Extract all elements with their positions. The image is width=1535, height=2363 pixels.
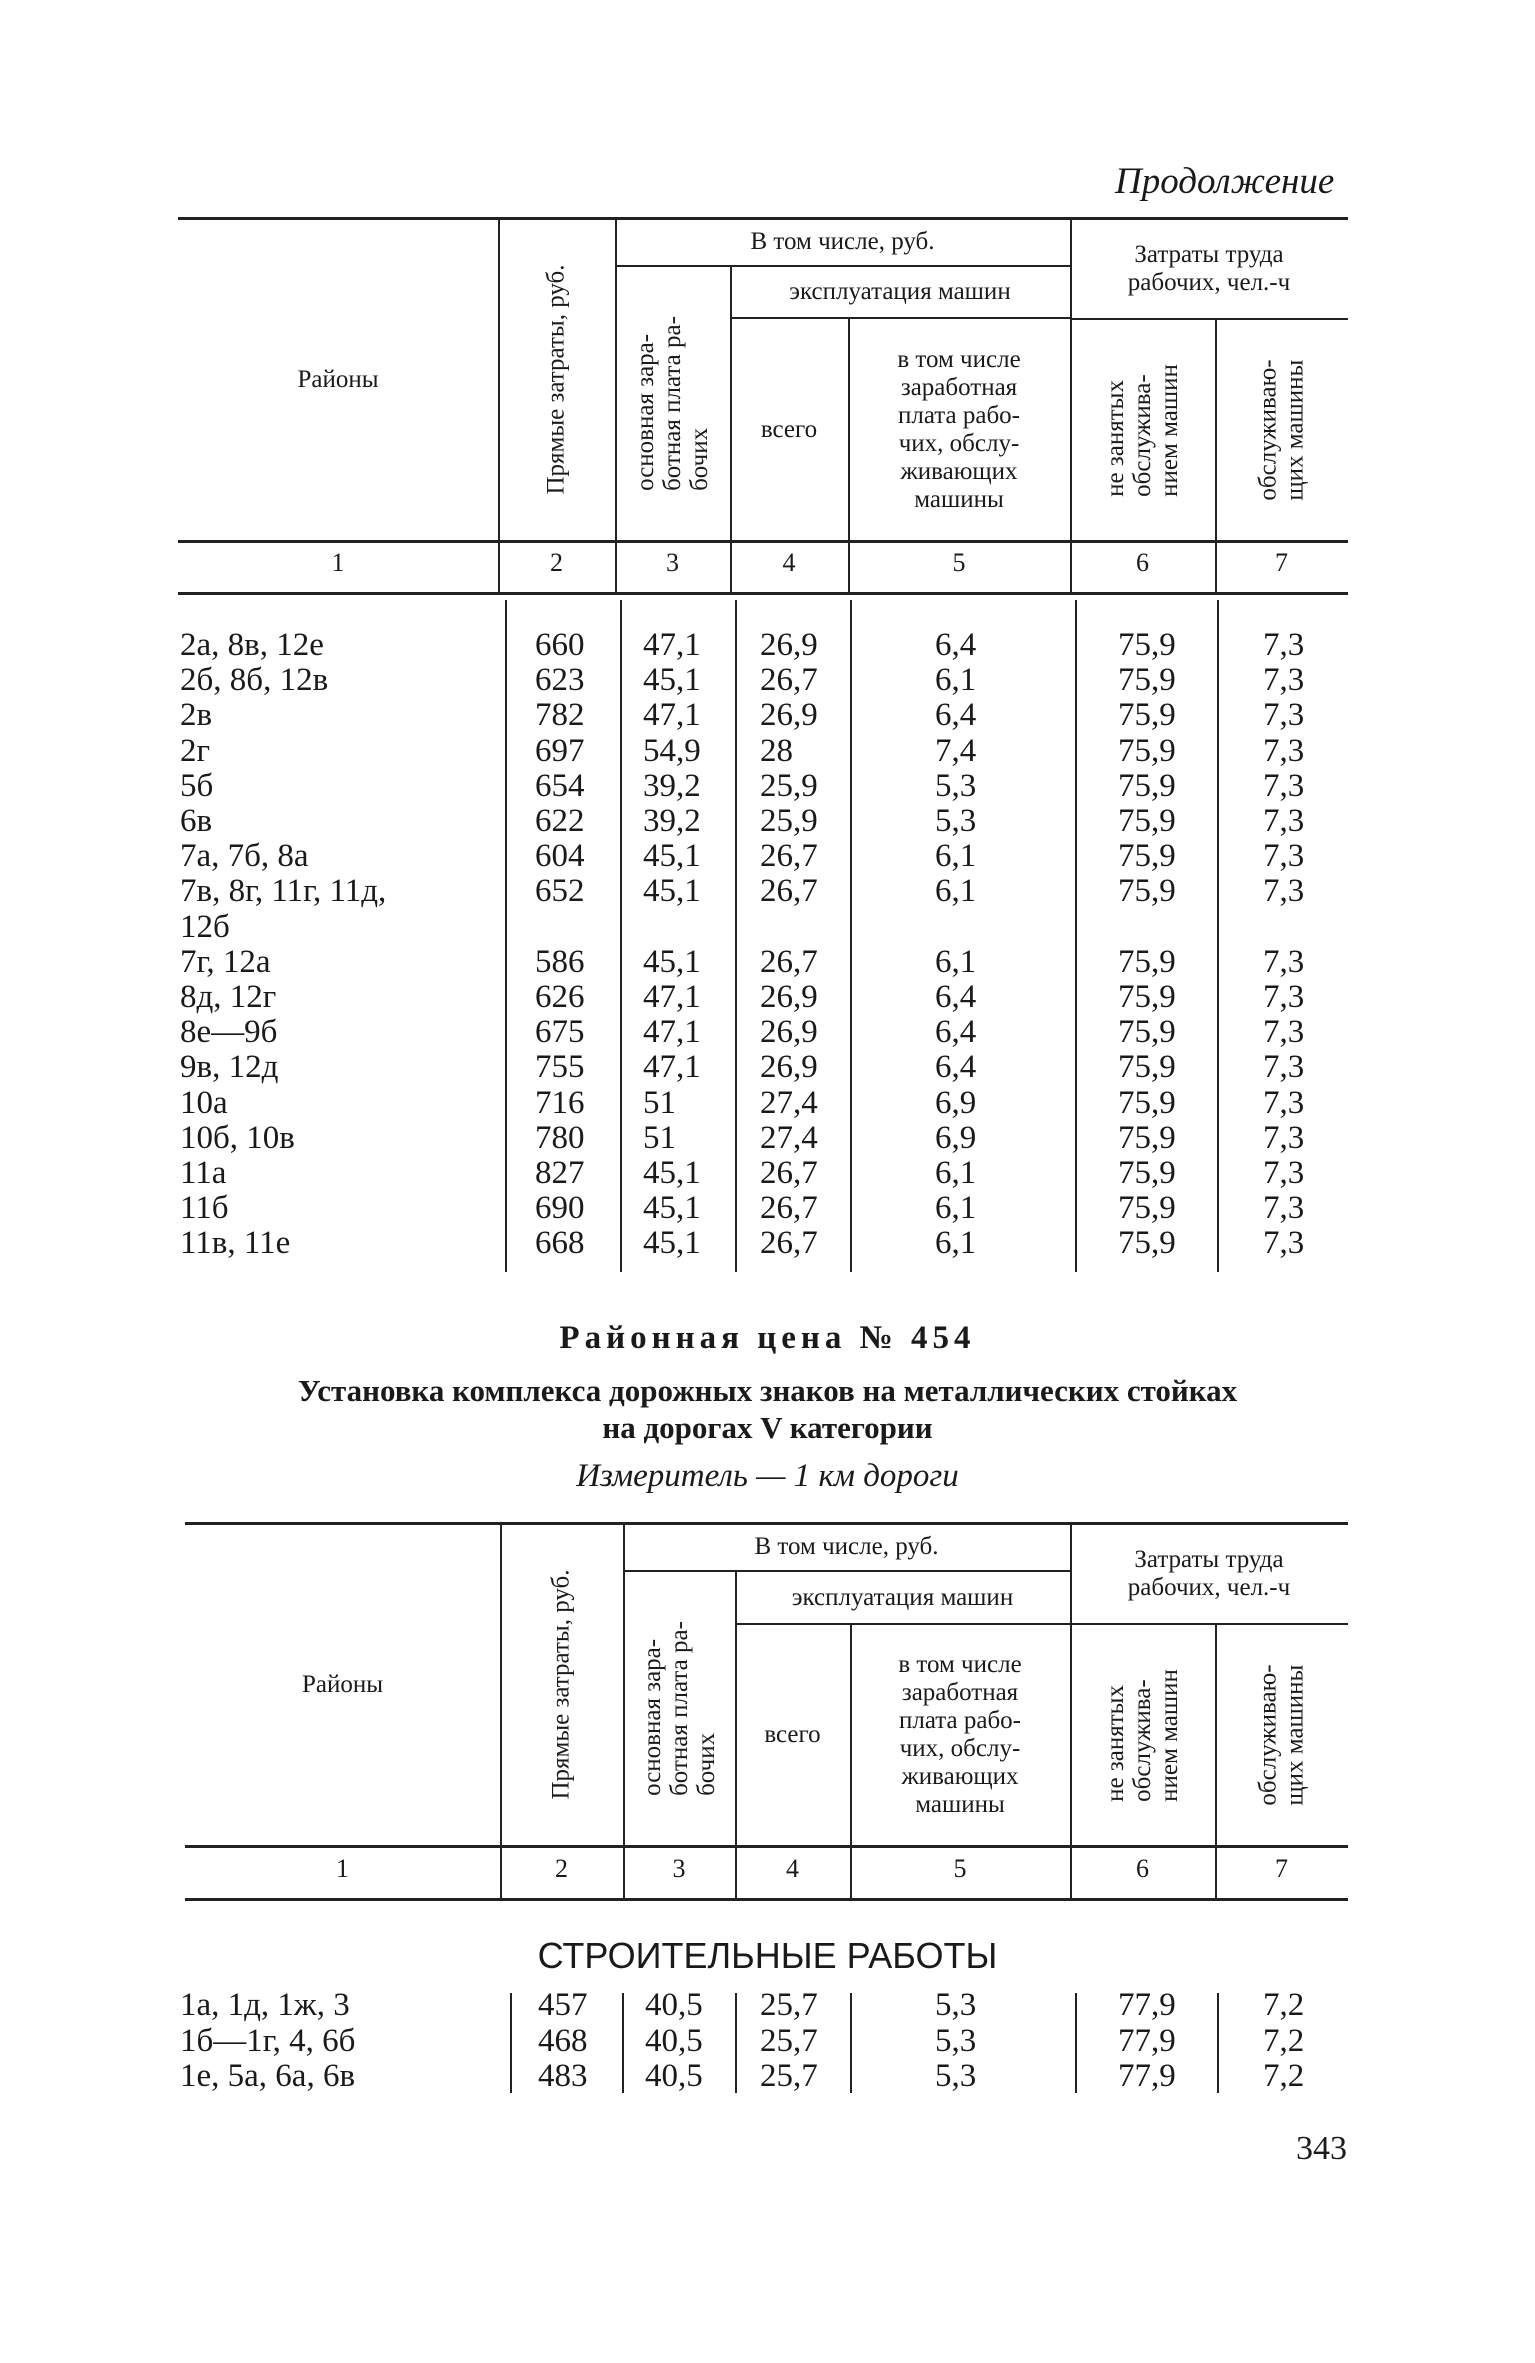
- value-cell: 75,9: [1118, 1225, 1176, 1262]
- district-cell: 5б: [180, 767, 214, 804]
- col2-num-6: 6: [1136, 1854, 1149, 1883]
- value-cell: 27,4: [760, 1084, 818, 1121]
- header2-labor-costs: Затраты труда рабочих, чел.-ч: [1127, 1545, 1291, 1601]
- col2-num-7: 7: [1275, 1854, 1288, 1883]
- col-num-3: 3: [666, 548, 679, 577]
- value-cell: 626: [535, 979, 585, 1015]
- value-cell: 26,7: [760, 873, 818, 910]
- value-cell: 45,1: [643, 838, 701, 875]
- value-cell: 468: [538, 2022, 588, 2059]
- value-cell: 27,4: [760, 1119, 818, 1156]
- value-cell: 6,4: [935, 1049, 977, 1086]
- header2-total: всего: [764, 1721, 821, 1748]
- header2-base-wage: основная зара- ботная плата ра- бочих: [638, 1621, 720, 1796]
- value-cell: 690: [535, 1190, 585, 1227]
- value-cell: 25,7: [760, 2022, 818, 2059]
- value-cell: 77,9: [1118, 1987, 1176, 2023]
- header-base-wage: основная зара- ботная плата ра- бочих: [632, 316, 713, 491]
- district-cell: 7г, 12а: [180, 943, 271, 980]
- value-cell: 54,9: [643, 732, 701, 769]
- price-title: Районная цена № 454: [559, 1320, 976, 1356]
- district-cell: 8д, 12г: [180, 979, 277, 1015]
- value-cell: 26,7: [760, 1190, 818, 1227]
- value-cell: 6,1: [935, 838, 977, 875]
- col-num-1: 1: [331, 548, 345, 577]
- col2-num-3: 3: [672, 1854, 686, 1883]
- value-cell: 26,7: [760, 662, 818, 699]
- value-cell: 604: [535, 838, 585, 875]
- value-cell: 827: [535, 1155, 585, 1191]
- value-cell: 7,2: [1263, 2058, 1305, 2094]
- value-cell: 7,3: [1263, 662, 1305, 699]
- value-cell: 5,3: [935, 2058, 977, 2094]
- value-cell: 755: [535, 1049, 585, 1086]
- district-cell: 10б, 10в: [180, 1119, 295, 1156]
- col-num-6: 6: [1136, 548, 1149, 577]
- value-cell: 25,9: [760, 767, 818, 804]
- value-cell: 7,3: [1263, 697, 1305, 734]
- price-subtitle-2: на дорогах V категории: [602, 1410, 933, 1445]
- col-num-7: 7: [1275, 548, 1288, 577]
- district-cell: 2б, 8б, 12в: [180, 662, 329, 699]
- header-incl-wage: в том числе заработная плата рабо- чих, обслу- живающих машины: [897, 345, 1021, 513]
- value-cell: 25,9: [760, 803, 818, 839]
- header2-not-serving: не занятых обслужива- нием машин: [1102, 1668, 1183, 1802]
- value-cell: 7,3: [1263, 1225, 1305, 1262]
- value-cell: 668: [535, 1225, 585, 1262]
- district-cell: 12б: [180, 908, 230, 945]
- value-cell: 716: [535, 1084, 585, 1121]
- district-cell: 8е—9б: [180, 1014, 278, 1051]
- value-cell: 26,9: [760, 697, 818, 734]
- header2-districts: Районы: [301, 1670, 384, 1698]
- value-cell: 75,9: [1118, 979, 1176, 1015]
- value-cell: 47,1: [643, 697, 701, 734]
- value-cell: 39,2: [643, 803, 701, 839]
- value-cell: 7,3: [1263, 803, 1305, 839]
- value-cell: 780: [535, 1119, 585, 1156]
- value-cell: 7,3: [1263, 1014, 1305, 1051]
- value-cell: 697: [535, 732, 585, 769]
- value-cell: 47,1: [643, 979, 701, 1015]
- value-cell: 5,3: [935, 2022, 977, 2059]
- value-cell: 45,1: [643, 943, 701, 980]
- district-cell: 10а: [180, 1084, 228, 1121]
- value-cell: 7,3: [1263, 1049, 1305, 1086]
- value-cell: 39,2: [643, 767, 701, 804]
- value-cell: 622: [535, 803, 585, 839]
- col2-num-5: 5: [953, 1854, 967, 1883]
- header-incl-rub: В том числе, руб.: [750, 228, 935, 255]
- value-cell: 7,3: [1263, 873, 1305, 910]
- value-cell: 7,3: [1263, 1119, 1305, 1156]
- value-cell: 7,4: [935, 732, 977, 769]
- value-cell: 40,5: [645, 2058, 703, 2094]
- value-cell: 75,9: [1118, 803, 1176, 839]
- value-cell: 77,9: [1118, 2022, 1176, 2059]
- value-cell: 75,9: [1118, 1190, 1176, 1227]
- value-cell: 26,7: [760, 838, 818, 875]
- col2-num-1: 1: [336, 1854, 349, 1883]
- value-cell: 26,9: [760, 979, 818, 1015]
- page-number: 343: [1296, 2130, 1347, 2167]
- value-cell: 26,9: [760, 1049, 818, 1086]
- district-cell: 1е, 5а, 6а, 6в: [180, 2058, 356, 2094]
- value-cell: 28: [760, 732, 793, 769]
- header2-machine-operation: эксплуатация машин: [791, 1583, 1014, 1611]
- col2-num-2: 2: [555, 1854, 568, 1883]
- district-cell: 11а: [180, 1155, 227, 1191]
- district-cell: 9в, 12д: [180, 1049, 279, 1086]
- value-cell: 26,7: [760, 943, 818, 980]
- value-cell: 586: [535, 943, 585, 980]
- value-cell: 51: [643, 1119, 676, 1156]
- value-cell: 7,3: [1263, 732, 1305, 769]
- value-cell: 6,4: [935, 627, 977, 663]
- district-cell: 7а, 7б, 8а: [180, 838, 309, 875]
- value-cell: 457: [538, 1987, 588, 2023]
- value-cell: 51: [643, 1084, 676, 1121]
- value-cell: 6,1: [935, 1155, 977, 1191]
- value-cell: 5,3: [935, 767, 977, 804]
- value-cell: 26,7: [760, 1225, 818, 1262]
- value-cell: 782: [535, 697, 585, 734]
- value-cell: 5,3: [935, 1987, 977, 2023]
- value-cell: 75,9: [1118, 1119, 1176, 1156]
- value-cell: 654: [535, 767, 585, 804]
- value-cell: 6,1: [935, 662, 977, 699]
- value-cell: 75,9: [1118, 943, 1176, 980]
- value-cell: 6,9: [935, 1119, 977, 1156]
- value-cell: 6,4: [935, 697, 977, 734]
- header2-incl-wage: в том числе заработная плата рабо- чих, обслу- живающих машины: [898, 1651, 1022, 1818]
- district-cell: 11в, 11е: [180, 1225, 291, 1262]
- value-cell: 25,7: [760, 1987, 818, 2023]
- value-cell: 7,3: [1263, 627, 1305, 663]
- col2-num-4: 4: [786, 1854, 799, 1883]
- value-cell: 25,7: [760, 2058, 818, 2094]
- value-cell: 7,3: [1263, 767, 1305, 804]
- value-cell: 675: [535, 1014, 585, 1051]
- value-cell: 45,1: [643, 873, 701, 910]
- col-num-4: 4: [782, 548, 796, 577]
- value-cell: 45,1: [643, 1155, 701, 1191]
- value-cell: 47,1: [643, 627, 701, 663]
- district-cell: 7в, 8г, 11г, 11д,: [180, 873, 387, 910]
- value-cell: 7,3: [1263, 838, 1305, 875]
- district-cell: 11б: [180, 1190, 229, 1227]
- value-cell: 45,1: [643, 1190, 701, 1227]
- value-cell: 75,9: [1118, 838, 1176, 875]
- district-cell: 6в: [180, 803, 213, 839]
- header-labor-costs: Затраты труда рабочих, чел.-ч: [1127, 240, 1291, 296]
- value-cell: 47,1: [643, 1049, 701, 1086]
- value-cell: 6,4: [935, 1014, 977, 1051]
- value-cell: 6,1: [935, 1225, 977, 1262]
- value-cell: 75,9: [1118, 662, 1176, 699]
- value-cell: 623: [535, 662, 585, 699]
- header2-direct-costs: Прямые затраты, руб.: [548, 1569, 575, 1800]
- value-cell: 7,3: [1263, 1155, 1305, 1191]
- value-cell: 40,5: [645, 2022, 703, 2059]
- value-cell: 6,1: [935, 873, 977, 910]
- value-cell: 47,1: [643, 1014, 701, 1051]
- district-cell: 2а, 8в, 12е: [180, 627, 324, 663]
- value-cell: 5,3: [935, 803, 977, 839]
- value-cell: 75,9: [1118, 1014, 1176, 1051]
- value-cell: 483: [538, 2058, 588, 2094]
- header-not-serving: не занятых обслужива- нием машин: [1102, 363, 1183, 497]
- value-cell: 75,9: [1118, 627, 1176, 663]
- value-cell: 75,9: [1118, 767, 1176, 804]
- value-cell: 77,9: [1118, 2058, 1176, 2094]
- section-title: СТРОИТЕЛЬНЫЕ РАБОТЫ: [537, 1935, 998, 1976]
- header2-incl-rub: В том числе, руб.: [754, 1533, 939, 1560]
- value-cell: 7,3: [1263, 1190, 1305, 1227]
- district-cell: 2в: [180, 697, 213, 734]
- value-cell: 7,2: [1263, 1987, 1305, 2023]
- value-cell: 75,9: [1118, 1049, 1176, 1086]
- value-cell: 652: [535, 873, 585, 910]
- district-cell: 1б—1г, 4, 6б: [180, 2022, 356, 2059]
- header-direct-costs: Прямые затраты, руб.: [543, 264, 570, 495]
- value-cell: 75,9: [1118, 1084, 1176, 1121]
- header-districts: Районы: [297, 365, 379, 393]
- value-cell: 40,5: [645, 1987, 703, 2023]
- value-cell: 45,1: [643, 1225, 701, 1262]
- col-num-5: 5: [952, 548, 966, 577]
- value-cell: 7,3: [1263, 979, 1305, 1015]
- value-cell: 6,1: [935, 943, 977, 980]
- header-total: всего: [760, 415, 818, 443]
- value-cell: 26,9: [760, 627, 818, 663]
- price-subtitle-1: Установка комплекса дорожных знаков на металлических стойках: [297, 1373, 1238, 1408]
- header-machine-operation: эксплуатация машин: [789, 278, 1011, 305]
- value-cell: 7,2: [1263, 2022, 1305, 2059]
- district-cell: 1а, 1д, 1ж, 3: [180, 1987, 350, 2023]
- measure-label: Измеритель — 1 км дороги: [576, 1458, 959, 1494]
- continuation-label: Продолжение: [1115, 161, 1335, 202]
- value-cell: 75,9: [1118, 732, 1176, 769]
- header2-serving: обслуживаю- щих машины: [1254, 1664, 1309, 1806]
- value-cell: 7,3: [1263, 1084, 1305, 1121]
- district-cell: 2г: [180, 732, 211, 769]
- value-cell: 6,9: [935, 1084, 977, 1121]
- value-cell: 6,1: [935, 1190, 977, 1227]
- value-cell: 75,9: [1118, 697, 1176, 734]
- value-cell: 7,3: [1263, 943, 1305, 980]
- value-cell: 6,4: [935, 979, 977, 1015]
- value-cell: 75,9: [1118, 873, 1176, 910]
- header-serving: обслуживаю- щих машины: [1254, 359, 1309, 501]
- value-cell: 26,9: [760, 1014, 818, 1051]
- value-cell: 75,9: [1118, 1155, 1176, 1191]
- value-cell: 26,7: [760, 1155, 818, 1191]
- value-cell: 45,1: [643, 662, 701, 699]
- value-cell: 660: [535, 627, 585, 663]
- col-num-2: 2: [550, 548, 563, 577]
